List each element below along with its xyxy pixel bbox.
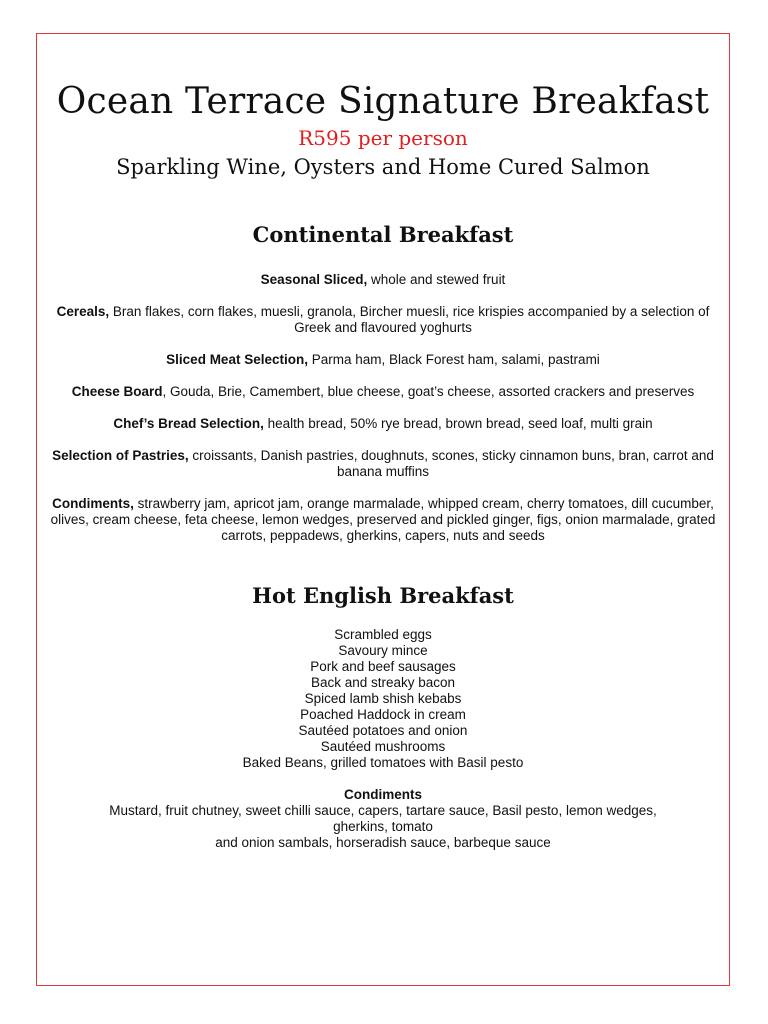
hot-condiments-text	[96, 803, 670, 851]
list-item: Back and streaky bacon	[310, 675, 456, 690]
list-item: Scrambled eggs	[334, 627, 432, 642]
item-label: Chef’s Bread Selection,	[113, 416, 264, 431]
continental-item-condiments	[48, 496, 718, 544]
item-text-continued: banana muffins	[336, 464, 430, 479]
condiments-line-2: and onion sambals, horseradish sauce, barbeque sauce	[215, 835, 551, 850]
continental-items	[36, 272, 730, 544]
item-label: Cheese Board	[71, 384, 163, 399]
hot-breakfast-list	[36, 627, 730, 771]
item-text: Bran flakes, corn flakes, muesli, granola, Bircher muesli, rice krispies accompanied by a selection of Greek and flavoured yoghurts	[109, 304, 710, 335]
hot-breakfast-heading: Hot English Breakfast	[252, 583, 514, 608]
menu-subtitle: Sparkling Wine, Oysters and Home Cured Salmon	[116, 155, 650, 179]
item-label: Seasonal Sliced,	[260, 272, 368, 287]
item-label: Condiments,	[52, 496, 134, 511]
item-text: Parma ham, Black Forest ham, salami, pastrami	[307, 352, 600, 367]
menu-content	[36, 33, 730, 851]
list-item: Pork and beef sausages	[310, 659, 456, 674]
list-item: Savoury mince	[338, 643, 428, 658]
hot-condiments-label: Condiments	[343, 787, 422, 802]
continental-item-fruit	[48, 272, 718, 288]
menu-price: R595 per person	[298, 126, 468, 150]
list-item: Spiced lamb shish kebabs	[304, 691, 462, 706]
item-text: health bread, 50% rye bread, brown bread, seed loaf, multi grain	[263, 416, 653, 431]
continental-heading: Continental Breakfast	[252, 222, 514, 247]
list-item: Sautéed mushrooms	[320, 739, 446, 754]
item-text: , Gouda, Brie, Camembert, blue cheese, goat’s cheese, assorted crackers and preserves	[162, 384, 695, 399]
item-text: whole and stewed fruit	[367, 272, 506, 287]
list-item: Sautéed potatoes and onion	[298, 723, 468, 738]
item-text: croissants, Danish pastries, doughnuts, scones, sticky cinnamon buns, bran, carrot and	[188, 448, 714, 463]
continental-item-meats	[48, 352, 718, 368]
continental-item-cheese	[48, 384, 718, 400]
item-label: Sliced Meat Selection,	[166, 352, 308, 367]
continental-item-pastries	[48, 448, 718, 480]
condiments-line-1: Mustard, fruit chutney, sweet chilli sauce, capers, tartare sauce, Basil pesto, lemon wedges, gherkins, tomato	[109, 803, 657, 834]
continental-item-cereals	[48, 304, 718, 336]
list-item: Poached Haddock in cream	[300, 707, 466, 722]
item-label: Cereals,	[56, 304, 110, 319]
list-item: Baked Beans, grilled tomatoes with Basil pesto	[242, 755, 524, 770]
continental-item-bread	[48, 416, 718, 432]
item-text: strawberry jam, apricot jam, orange marmalade, whipped cream, cherry tomatoes, dill cucumber, olives, cream cheese, feta cheese, lemon wedges, preserved and pickled ginger, figs, onion marmalade, grated carrots, peppadews, gherkins, capers, nuts and seeds	[50, 496, 716, 543]
menu-title: Ocean Terrace Signature Breakfast	[56, 81, 710, 122]
item-label: Selection of Pastries,	[52, 448, 189, 463]
